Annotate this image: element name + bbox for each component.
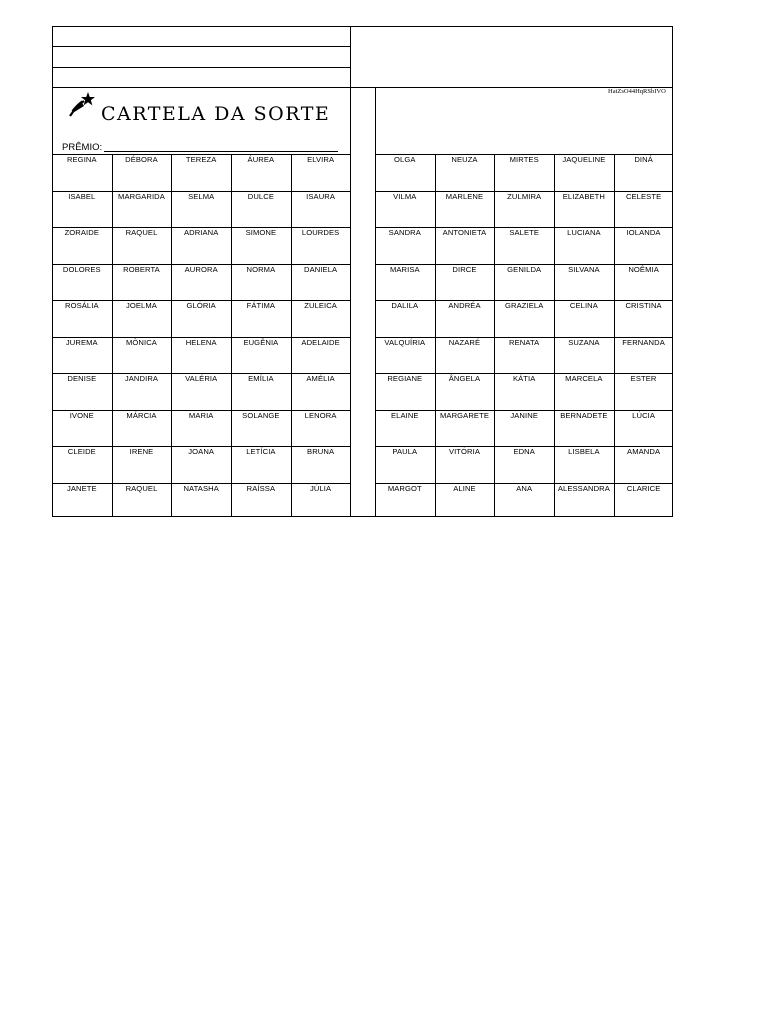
name-cell: REGIANE xyxy=(387,374,423,383)
name-cell: IRENE xyxy=(129,447,154,456)
name-cell: ANDRÉA xyxy=(448,301,481,310)
name-cell: AMANDA xyxy=(627,447,661,456)
name-cell: NEUZA xyxy=(451,155,478,164)
name-cell: DOLORES xyxy=(62,264,101,274)
name-cell: EDNA xyxy=(513,447,535,456)
name-cell: ANA xyxy=(516,483,533,493)
name-cell: DIRCE xyxy=(452,264,477,274)
card-code: HatZsO44HqRSbIVO xyxy=(608,88,666,95)
name-cell: JANINE xyxy=(510,410,538,420)
name-cell: LÚCIA xyxy=(632,410,656,420)
name-cell: AURORA xyxy=(184,264,218,274)
name-cell: DINÁ xyxy=(634,155,653,164)
name-cell: DANIELA xyxy=(303,264,338,274)
name-cell: CRISTINA xyxy=(625,301,662,310)
name-cell: JÚLIA xyxy=(310,483,332,493)
name-cell: CELINA xyxy=(569,301,598,310)
name-cell: ROBERTA xyxy=(123,264,160,274)
name-cell: MARISA xyxy=(389,264,420,274)
shooting-star-icon xyxy=(68,90,96,118)
name-cell: SILVANA xyxy=(568,264,600,274)
header-line-1 xyxy=(52,46,350,47)
name-cell: FERNANDA xyxy=(622,337,665,347)
name-cell: ISABEL xyxy=(68,191,96,201)
name-cell: BERNADETE xyxy=(560,410,608,420)
card-title: CARTELA DA SORTE xyxy=(101,103,331,125)
name-cell: RENATA xyxy=(509,337,540,347)
name-cell: CELESTE xyxy=(625,191,662,201)
name-cell: MARIA xyxy=(188,410,214,420)
name-cell: AMÉLIA xyxy=(306,374,335,383)
name-cell: NAZARÉ xyxy=(448,337,481,347)
name-cell: CLARICE xyxy=(626,483,661,493)
name-cell: MARCELA xyxy=(565,374,603,383)
header-line-3 xyxy=(52,87,673,88)
name-cell: ZORAIDE xyxy=(64,228,100,237)
name-cell: MÔNICA xyxy=(125,337,157,347)
name-cell: HELENA xyxy=(185,337,217,347)
name-cell: ALESSANDRA xyxy=(557,483,610,493)
prize-blank-line xyxy=(104,151,338,152)
name-cell: VILMA xyxy=(393,191,417,201)
name-cell: ÁUREA xyxy=(247,155,275,164)
name-cell: ANTONIETA xyxy=(442,228,487,237)
raffle-card xyxy=(52,26,673,517)
name-cell: IOLANDA xyxy=(626,228,661,237)
name-cell: REGINA xyxy=(66,155,97,164)
name-cell: SELMA xyxy=(188,191,215,201)
border-top xyxy=(52,26,673,27)
name-cell: MARGOT xyxy=(387,483,422,493)
name-cell: LOURDES xyxy=(301,228,340,237)
name-cell: LUCIANA xyxy=(567,228,601,237)
name-cell: MIRTES xyxy=(509,155,539,164)
name-cell: TEREZA xyxy=(185,155,217,164)
name-cell: VALÉRIA xyxy=(185,374,218,383)
name-cell: ADRIANA xyxy=(183,228,219,237)
name-cell: JOANA xyxy=(188,447,215,456)
name-cell: JUREMA xyxy=(65,337,98,347)
name-cell: VITÓRIA xyxy=(448,447,481,456)
name-cell: MARGARIDA xyxy=(118,191,165,201)
name-cell: ELIZABETH xyxy=(562,191,606,201)
name-cell: ISAURA xyxy=(306,191,336,201)
name-cell: SANDRA xyxy=(388,228,421,237)
prize-label: PRÊMIO: xyxy=(62,142,103,153)
name-cell: DENISE xyxy=(67,374,97,383)
header-line-2 xyxy=(52,67,350,68)
name-cell: JANDIRA xyxy=(124,374,159,383)
name-cell: DÉBORA xyxy=(125,155,158,164)
name-cell: SUZANA xyxy=(568,337,600,347)
name-cell: LETÍCIA xyxy=(246,447,276,456)
name-cell: MÁRCIA xyxy=(126,410,157,420)
name-cell: SIMONE xyxy=(245,228,277,237)
name-cell: RAÍSSA xyxy=(246,483,276,493)
name-cell: NATASHA xyxy=(183,483,219,493)
name-cell: GENILDA xyxy=(507,264,542,274)
name-cell: MARLENE xyxy=(445,191,484,201)
name-cell: ADELAIDE xyxy=(301,337,340,347)
name-cell: PAULA xyxy=(392,447,418,456)
name-cell: VALQUÍRIA xyxy=(384,337,426,347)
name-cell: DULCE xyxy=(247,191,275,201)
name-cell: ELVIRA xyxy=(307,155,335,164)
name-cell: ÂNGELA xyxy=(448,374,481,383)
name-cell: ELAINE xyxy=(390,410,419,420)
name-cell: EUGÊNIA xyxy=(243,337,279,347)
name-cell: ROSÁLIA xyxy=(64,301,99,310)
name-cell: IVONE xyxy=(69,410,94,420)
name-cell: MARGARETE xyxy=(439,410,489,420)
name-cell: NOÊMIA xyxy=(628,264,659,274)
name-cell: JOELMA xyxy=(125,301,157,310)
name-cell: LISBELA xyxy=(568,447,600,456)
name-cell: KÁTIA xyxy=(512,374,536,383)
name-cell: RAQUEL xyxy=(125,483,158,493)
name-cell: RAQUEL xyxy=(125,228,158,237)
name-cell: EMÍLIA xyxy=(248,374,274,383)
name-cell: ZULMIRA xyxy=(507,191,542,201)
name-cell: JAQUELINE xyxy=(562,155,606,164)
name-cell: NORMA xyxy=(246,264,276,274)
name-cell: LENORA xyxy=(304,410,337,420)
name-cell: JANETE xyxy=(66,483,97,493)
name-cell: ZULEICA xyxy=(304,301,337,310)
name-cell: SALETE xyxy=(509,228,540,237)
name-cell: GLÓRIA xyxy=(186,301,216,310)
name-cell: SOLANGE xyxy=(242,410,280,420)
name-cell: CLEIDE xyxy=(67,447,96,456)
name-cell: BRUNA xyxy=(307,447,335,456)
name-cell: ESTER xyxy=(630,374,657,383)
name-cell: GRAZIELA xyxy=(505,301,544,310)
name-cell: DALILA xyxy=(391,301,419,310)
name-cell: ALINE xyxy=(453,483,476,493)
name-cell: FÁTIMA xyxy=(246,301,276,310)
name-cell: OLGA xyxy=(394,155,416,164)
